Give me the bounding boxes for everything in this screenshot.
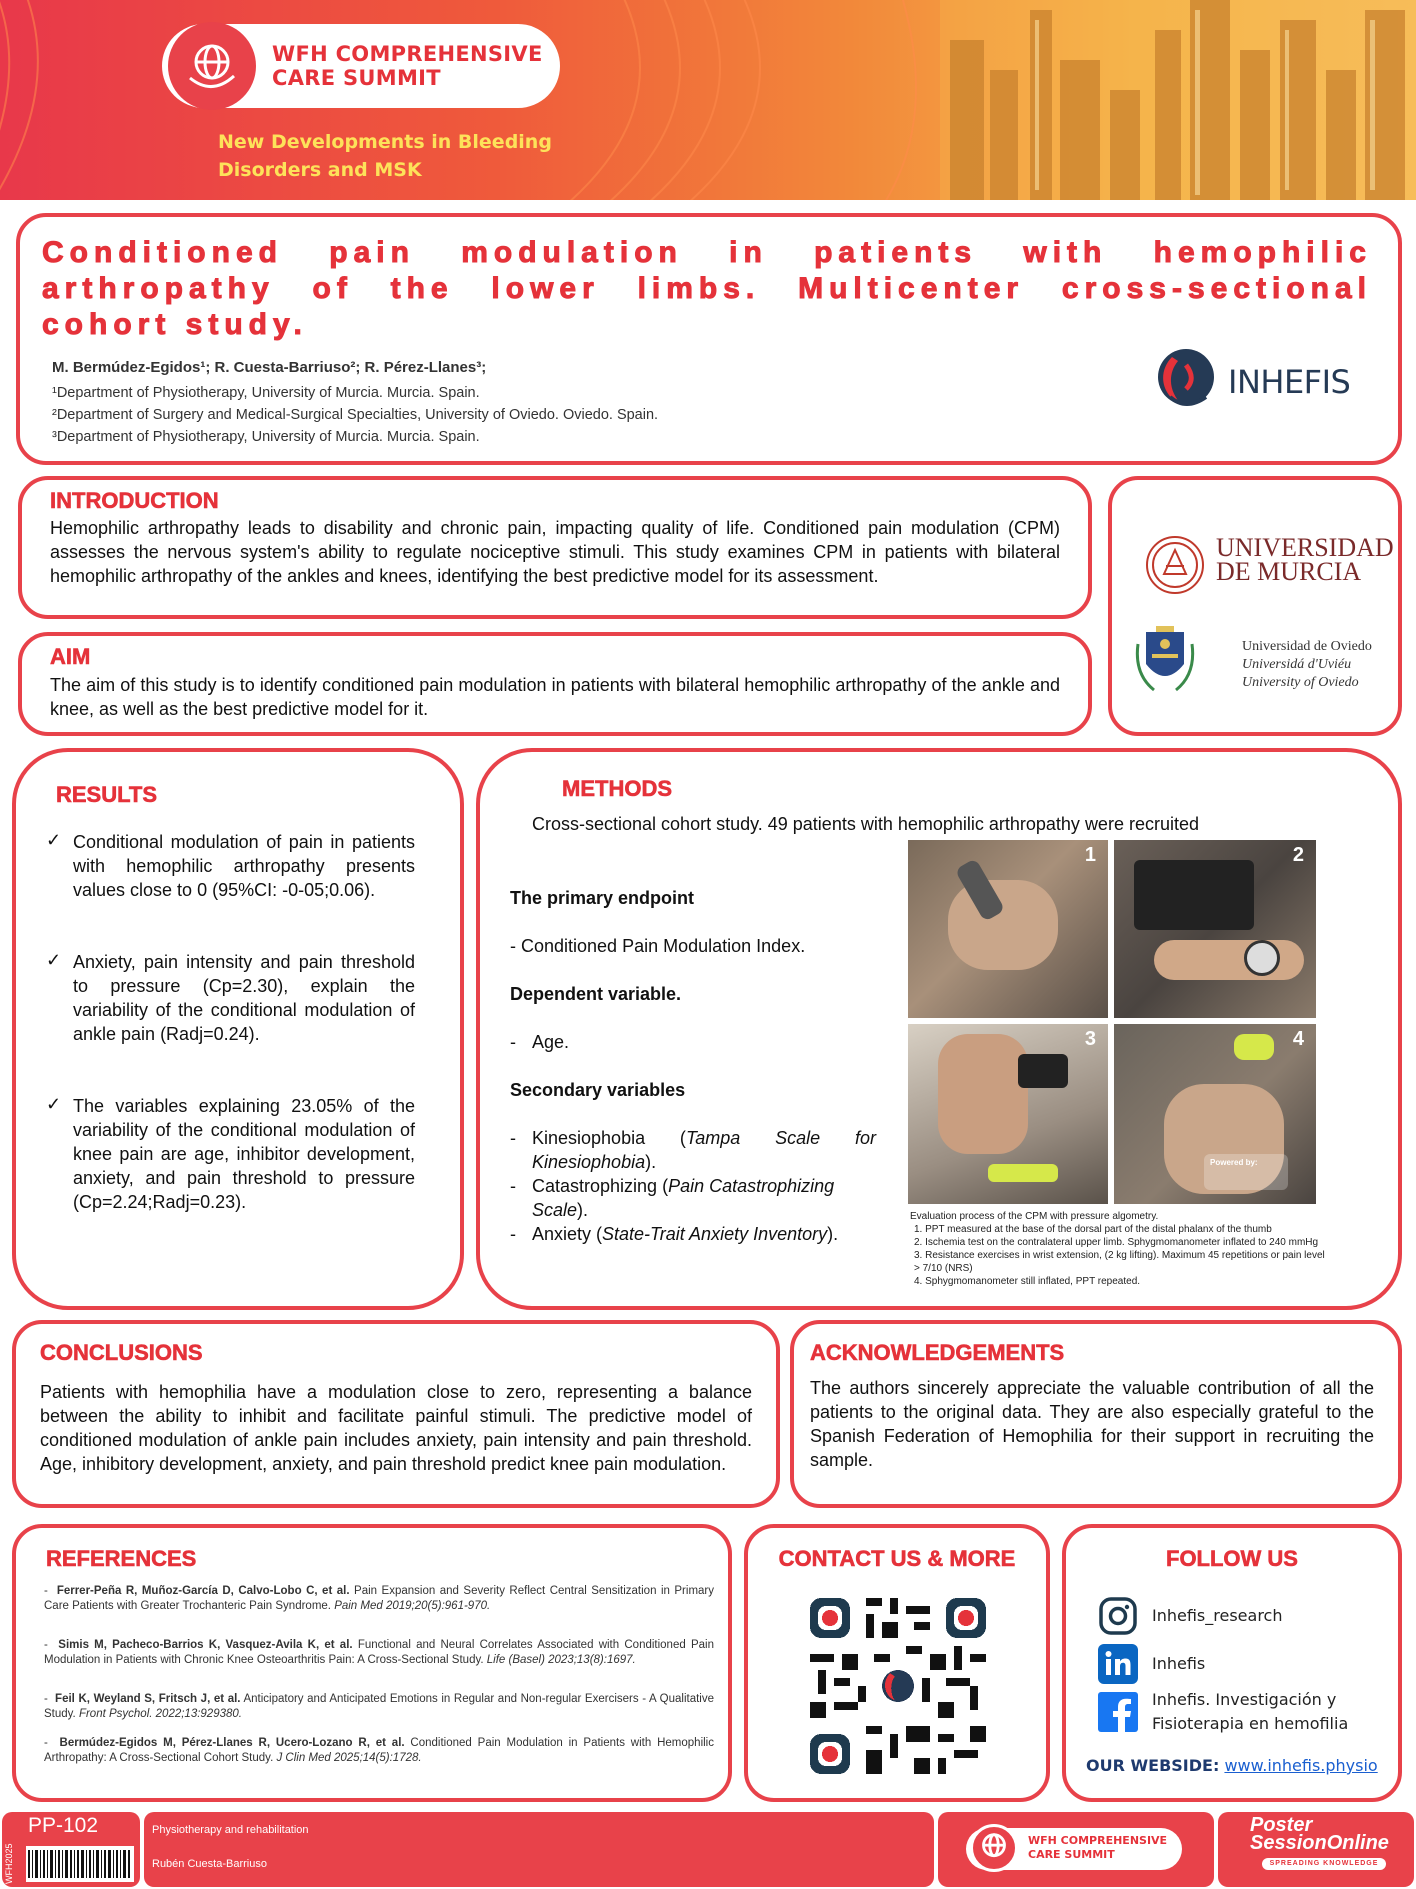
- procedure-photo-3: [908, 1024, 1108, 1204]
- poster-id: PP-102: [28, 1814, 99, 1837]
- methods-heading: METHODS: [562, 776, 672, 801]
- summit-subtitle: [218, 128, 552, 184]
- caption-title: Evaluation process of the CPM with pressure algometry.: [910, 1211, 1159, 1222]
- poster-session-online-logo: [1250, 1816, 1389, 1852]
- facebook-page-name-line2: Fisioterapia en hemofilia: [1152, 1714, 1349, 1733]
- check-icon: ✓: [46, 1094, 62, 1114]
- acknowledgements-heading: ACKNOWLEDGEMENTS: [810, 1340, 1065, 1365]
- photo-number-3: 3: [1084, 1028, 1096, 1050]
- secondary-item-1-source: Tampa Scale for Kinesiophobia: [532, 1128, 877, 1172]
- follow-heading: FOLLOW US: [1166, 1546, 1298, 1571]
- check-icon: ✓: [46, 950, 62, 970]
- oviedo-wordmark-line2: Universidá d'Uviéu: [1242, 657, 1352, 672]
- references-heading: REFERENCES: [46, 1546, 197, 1571]
- pso-logo-line2: SessionOnline: [1250, 1832, 1389, 1854]
- reference-title: Conditioned Pain Modulation in Patients with Hemophilic Arthropathy: A Cross-Sectional Cohort Study.: [44, 1737, 714, 1764]
- pso-logo-line1: Poster: [1250, 1814, 1313, 1836]
- procedure-photo-4: [1114, 1024, 1316, 1204]
- reference-title: Anticipatory and Anticipated Emotions in Regular and Non-regular Exercisers - A Qualitative Study.: [44, 1693, 714, 1720]
- secondary-item-1: Kinesiophobia (Tampa Scale for Kinesiophobia).: [532, 1128, 877, 1172]
- conclusions-body: Patients with hemophilia have a modulation close to zero, representing a balance between the ability to inhibit and facilitate painful stimuli. The predictive model of conditioned modulation of ankle pain includes anxiety, pain intensity and pain threshold. Age, inhibitory development, anxiety, and pain threshold predict knee pain modulation.: [40, 1382, 752, 1474]
- secondary-item-2-label: Catastrophizing: [532, 1176, 658, 1196]
- secondary-item-1-label: Kinesiophobia: [532, 1128, 646, 1148]
- city-skyline-illustration: [940, 0, 1416, 200]
- contact-panel: [744, 1524, 1050, 1802]
- acknowledgements-body: The authors sincerely appreciate the valuable contribution of all the patients to the original data. They are also especially grateful to the Spanish Federation of Hemophilia for their support in recruiting the sample.: [810, 1378, 1374, 1470]
- aim-panel: [18, 632, 1092, 736]
- references-panel: [12, 1524, 732, 1802]
- inhefis-emblem-icon: [1152, 345, 1222, 417]
- conclusions-heading: CONCLUSIONS: [40, 1340, 203, 1365]
- summit-footer-name: [1028, 1834, 1167, 1862]
- reference-item: - Ferrer-Peña R, Muñoz-García D, Calvo-Lobo C, et al. Pain Expansion and Severity Reflect Central Sensitization in Primary Care Patients with Greater Trochanteric Pain Syndrome. Pain Med 2019;20(5):961-970.: [44, 1585, 714, 1612]
- check-icon: ✓: [46, 830, 62, 850]
- powered-by-label: Powered by:: [1210, 1158, 1258, 1167]
- inhefis-logo: [1152, 345, 1362, 425]
- event-header-banner: [0, 0, 1416, 200]
- dependent-variable-dash: -: [510, 1032, 516, 1052]
- follow-us-panel: [1062, 1524, 1402, 1802]
- summit-name-line1: WFH COMPREHENSIVE: [272, 42, 543, 66]
- summit-footer-globe-icon: [970, 1824, 1018, 1872]
- oviedo-wordmark: [1242, 638, 1372, 692]
- summit-name: [272, 42, 543, 90]
- reference-title: Pain Expansion and Severity Reflect Central Sensitization in Primary Care Patients with Greater Trochanteric Pain Syndrome.: [44, 1585, 714, 1612]
- reference-item: - Feil K, Weyland S, Fritsch J, et al. Anticipatory and Anticipated Emotions in Regular and Non-regular Exercisers - A Qualitative Study. Front Psychol. 2022;13:929380.: [44, 1693, 714, 1720]
- affiliation-2: ²Department of Surgery and Medical-Surgical Specialties, University of Oviedo. Oviedo. Spain.: [52, 407, 659, 423]
- website-label: OUR WEBSIDE:: [1086, 1756, 1220, 1775]
- linkedin-icon[interactable]: [1098, 1644, 1138, 1684]
- oviedo-coat-of-arms-icon: [1134, 624, 1196, 696]
- linkedin-handle[interactable]: Inhefis: [1152, 1654, 1206, 1673]
- murcia-wordmark: [1216, 533, 1394, 586]
- secondary-item-3-source: State-Trait Anxiety Inventory: [602, 1224, 828, 1244]
- authors: M. Bermúdez-Egidos¹; R. Cuesta-Barriuso²; R. Pérez-Llanes³;: [52, 359, 487, 376]
- summit-subtitle-line1: New Developments in Bleeding: [218, 131, 552, 153]
- aim-body: The aim of this study is to identify conditioned pain modulation in patients with bilateral hemophilic arthropathy of the ankle and knee, as well as the best predictive model for it.: [50, 675, 1060, 719]
- summit-footer-name-line2: CARE SUMMIT: [1028, 1848, 1115, 1861]
- secondary-dash: -: [510, 1176, 516, 1196]
- caption-item-3: 3. Resistance exercises in wrist extension, (2 kg lifting). Maximum 45 repetitions or pain level > 7/10 (NRS): [914, 1250, 1325, 1274]
- introduction-body: Hemophilic arthropathy leads to disability and chronic pain, impacting quality of life. Conditioned pain modulation (CPM) assesses the nervous system's ability to regulate nociceptive stimuli. This study examines CPM in patients with bilateral hemophilic arthropathy of the ankles and knees, identifying the best predictive model for its assessment.: [50, 518, 1060, 586]
- university-logos-panel: [1108, 476, 1402, 736]
- caption-item-4: 4. Sphygmomanometer still inflated, PPT repeated.: [914, 1276, 1141, 1287]
- barcode: [26, 1846, 134, 1882]
- secondary-item-2-source: Pain Catastrophizing Scale: [532, 1176, 835, 1220]
- reference-item: - Bermúdez-Egidos M, Pérez-Llanes R, Ucero-Lozano R, et al. Conditioned Pain Modulation in Patients with Hemophilic Arthropathy: A Cross-Sectional Cohort Study. J Clin Med 2025;14(5):1728.: [44, 1737, 714, 1764]
- methods-panel: [476, 748, 1402, 1310]
- reference-authors: Ferrer-Peña R, Muñoz-García D, Calvo-Lobo C, et al.: [56, 1585, 350, 1597]
- contact-heading: CONTACT US & MORE: [778, 1546, 1016, 1571]
- results-heading: RESULTS: [56, 782, 158, 807]
- dependent-variable-heading: Dependent variable.: [510, 984, 682, 1004]
- reference-authors: Feil K, Weyland S, Fritsch J, et al.: [55, 1693, 241, 1705]
- methods-intro: Cross-sectional cohort study. 49 patients with hemophilic arthropathy were recruited: [532, 814, 1199, 834]
- photo-caption: [910, 1210, 1330, 1288]
- results-panel: [12, 748, 464, 1310]
- facebook-page-name-line1: Inhefis. Investigación y: [1152, 1690, 1337, 1709]
- procedure-photo-2: [1114, 840, 1316, 1018]
- secondary-item-2: Catastrophizing (Pain Catastrophizing Scale).: [532, 1176, 835, 1220]
- caption-item-1: 1. PPT measured at the base of the dorsal part of the distal phalanx of the thumb: [914, 1224, 1272, 1235]
- website-link[interactable]: www.inhefis.physio: [1224, 1756, 1378, 1775]
- procedure-photo-1: [908, 840, 1108, 1018]
- facebook-page-name[interactable]: [1152, 1688, 1374, 1736]
- photo-number-4: 4: [1292, 1028, 1304, 1050]
- oviedo-wordmark-line1: Universidad de Oviedo: [1242, 639, 1372, 654]
- qr-code-icon[interactable]: [810, 1598, 986, 1774]
- reference-journal: Front Psychol. 2022;13:929380.: [78, 1708, 242, 1720]
- facebook-icon[interactable]: [1098, 1692, 1138, 1732]
- dependent-variable-item: Age.: [532, 1032, 570, 1052]
- murcia-wordmark-line1: UNIVERSIDAD: [1216, 533, 1394, 562]
- summit-name-line2: CARE SUMMIT: [272, 66, 441, 90]
- caption-item-2: 2. Ischemia test on the contralateral upper limb. Sphygmomanometer inflated to 240 mmHg: [914, 1237, 1319, 1248]
- poster-footer: [0, 1810, 1416, 1889]
- murcia-wordmark-line2: DE MURCIA: [1216, 557, 1362, 586]
- inhefis-logo-text: INHEFIS: [1228, 363, 1351, 401]
- reference-item: - Simis M, Pacheco-Barrios K, Vasquez-Avila K, et al. Functional and Neural Correlates Associated with Conditioned Pain Modulation in Patients with Chronic Knee Osteoarthritis Pain: A Cross-Sectional Study. Life (Basel) 2023;13(8):1697.: [44, 1639, 714, 1666]
- side-tag: WFH2025: [4, 1843, 14, 1884]
- primary-endpoint-item: - Conditioned Pain Modulation Index.: [510, 936, 806, 956]
- conclusions-panel: [12, 1320, 780, 1508]
- barcode-icon: [26, 1846, 134, 1882]
- reference-journal: Pain Med 2019;20(5):961-970.: [334, 1600, 491, 1612]
- affiliation-3: ³Department of Physiotherapy, University of Murcia. Murcia. Spain.: [52, 429, 480, 445]
- photo-number-2: 2: [1292, 844, 1304, 866]
- murcia-seal-icon: [1144, 534, 1206, 596]
- reference-title: Functional and Neural Correlates Associated with Conditioned Pain Modulation in Patients with Chronic Knee Osteoarthritis Pain: A Cross-Sectional Study.: [44, 1639, 714, 1666]
- session-category: Physiotherapy and rehabilitation: [152, 1824, 309, 1836]
- secondary-item-3-label: Anxiety: [532, 1224, 592, 1244]
- website-line: [1086, 1756, 1378, 1775]
- primary-endpoint-heading: The primary endpoint: [510, 888, 695, 908]
- result-item-1: Conditional modulation of pain in patients with hemophilic arthropathy presents values close to 0 (95%CI: -0-05;0.06).: [73, 832, 415, 900]
- oviedo-wordmark-line3: University of Oviedo: [1242, 675, 1359, 690]
- introduction-heading: INTRODUCTION: [50, 488, 219, 513]
- secondary-item-3: Anxiety (State-Trait Anxiety Inventory).: [532, 1224, 839, 1244]
- secondary-variables-heading: Secondary variables: [510, 1080, 686, 1100]
- summit-footer-name-line1: WFH COMPREHENSIVE: [1028, 1834, 1168, 1847]
- reference-authors: Bermúdez-Egidos M, Pérez-Llanes R, Ucero-Lozano R, et al.: [59, 1737, 405, 1749]
- poster-title: Conditioned pain modulation in patients with hemophilic arthropathy of the lower limbs. Multicenter cross-sectional cohort study.: [42, 236, 1372, 341]
- secondary-dash: -: [510, 1128, 516, 1148]
- aim-heading: AIM: [50, 644, 91, 669]
- reference-journal: J Clin Med 2025;14(5):1728.: [276, 1752, 422, 1764]
- instagram-handle[interactable]: Inhefis_research: [1152, 1606, 1283, 1625]
- title-panel: [16, 213, 1402, 465]
- reference-authors: Simis M, Pacheco-Barrios K, Vasquez-Avila K, et al.: [58, 1639, 353, 1651]
- instagram-icon[interactable]: [1098, 1596, 1138, 1636]
- acknowledgements-panel: [790, 1320, 1402, 1508]
- reference-journal: Life (Basel) 2023;13(8):1697.: [486, 1654, 636, 1666]
- affiliation-1: ¹Department of Physiotherapy, University of Murcia. Murcia. Spain.: [52, 385, 480, 401]
- presenter-name: Rubén Cuesta-Barriuso: [152, 1858, 267, 1870]
- result-item-2: Anxiety, pain intensity and pain threshold to pressure (Cp=2.30), explain the variability of the conditional modulation of ankle pain (Radj=0.24).: [73, 952, 415, 1044]
- photo-number-1: 1: [1084, 844, 1096, 866]
- introduction-panel: [18, 476, 1092, 619]
- result-item-3: The variables explaining 23.05% of the variability of the conditional modulation of knee pain are age, inhibitor development, anxiety, and pain threshold to pressure (Cp=2.24;Radj=0.23).: [73, 1096, 415, 1212]
- summit-globe-logo-icon: [168, 22, 256, 110]
- summit-subtitle-line2: Disorders and MSK: [218, 159, 422, 181]
- pso-tagline: SPREADING KNOWLEDGE: [1262, 1858, 1386, 1870]
- secondary-dash: -: [510, 1224, 516, 1244]
